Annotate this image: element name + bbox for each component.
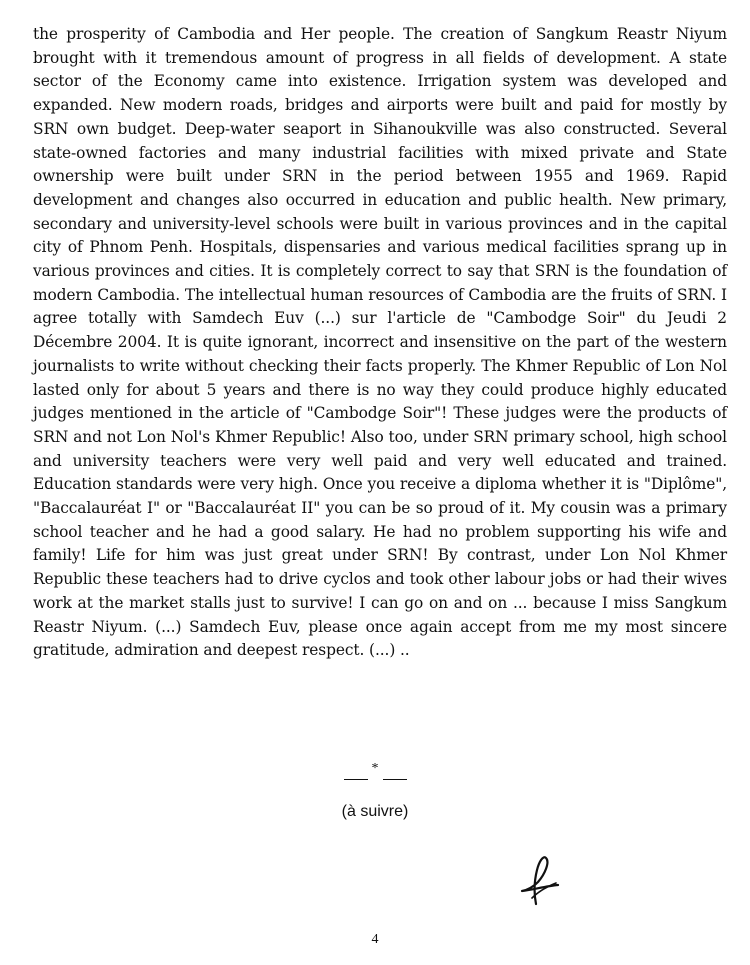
continued-label: (à suivre) (341, 803, 409, 820)
body-paragraph: the prosperity of Cambodia and Her people. The creation of Sangkum Reastr Niyum brought with it tremendous amount of progress in all fields of development. A state sector of the Economy came into existence. Irrigation system was developed and expanded. New modern roads, bridges and airports were built and paid for mostly by SRN own budget. Deep-water seaport in Sihanoukville was also constructed. Several state-owned factories and many industrial facilities with mixed private and State ownership were built under SRN in the period between 1955 and 1969. Rapid development and changes also occurred in education and public health. New primary, secondary and university-level schools were built in various provinces and in the capital city of Phnom Penh. Hospitals, dispensaries and various medical facilities sprang up in various provinces and cities. It is completely correct to say that SRN is the foundation of modern Cambodia. The intellectual human resources of Cambodia are the fruits of SRN. I agree totally with Samdech Euv (...) sur l'article de "Cambodge Soir" du Jeudi 2 Décembre 2004. It is quite ignorant, incorrect and insensitive on the part of the western journalists to write without checking their facts properly. The Khmer Republic of Lon Nol lasted only for about 5 years and there is no way they could produce highly educated judges mentioned in the article of "Cambodge Soir"! These judges were the products of SRN and not Lon Nol's Khmer Republic! Also too, under SRN primary school, high school and university teachers were very well paid and very well educated and trained. Education standards were very high. Once you receive a diploma whether it is "Diplôme", "Baccalauréat I" or "Baccalauréat II" you can be so proud of it. My cousin was a primary school teacher and he had a good salary. He had no problem supporting his wife and family! Life for him was just great under SRN! By contrast, under Lon Nol Khmer Republic these teachers had to drive cyclos and took other labour jobs or had their wives work at the market stalls just to survive! I can go on and on ... because I miss Sangkum Reastr Niyum. (...) Samdech Euv, please once again accept from me my most sincere gratitude, admiration and deepest respect. (...) .. (33, 25, 727, 660)
page-number: 4 (371, 932, 379, 947)
separator-line-left (344, 779, 368, 780)
separator-line-right (383, 779, 407, 780)
section-separator (0, 761, 750, 784)
signature-icon (512, 852, 566, 908)
separator-star: * (371, 761, 379, 776)
